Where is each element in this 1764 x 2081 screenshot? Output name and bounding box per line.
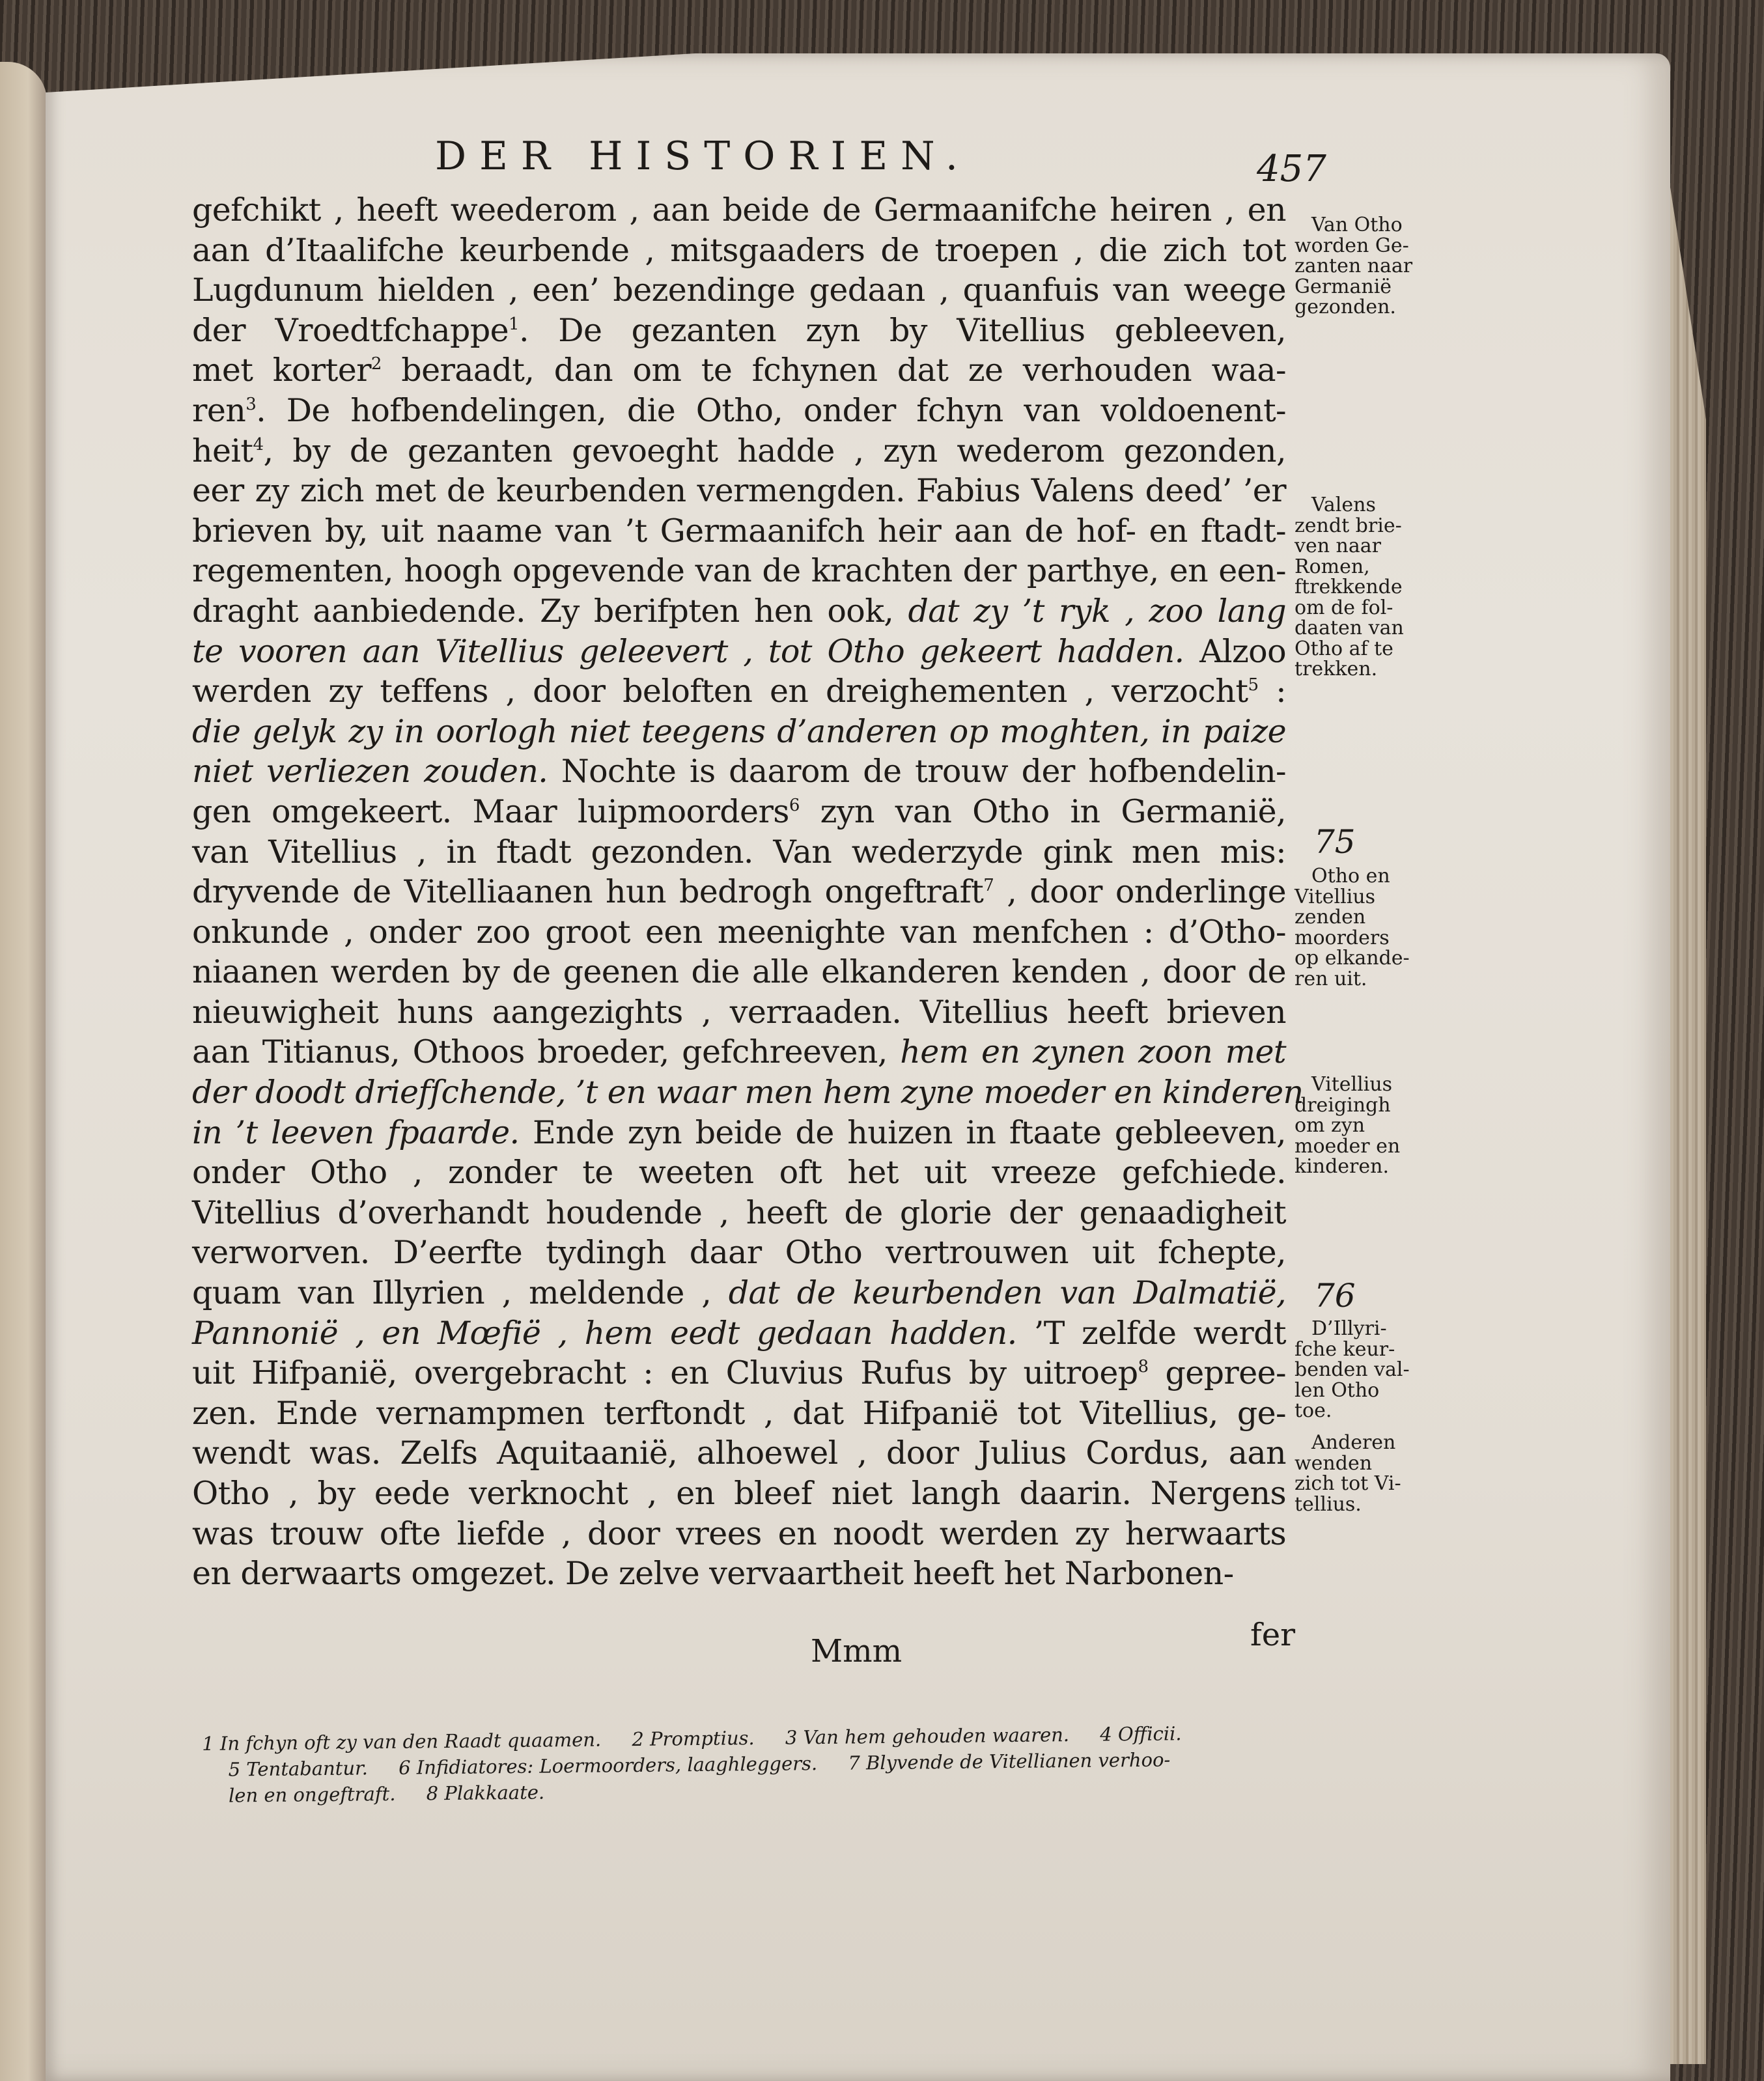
body-line: regementen, hoogh opgevende van de krachten der parthye, en een- [192,552,1286,590]
footnote-7-cont: len en ongeftraft. [228,1782,396,1807]
body-line: heit$^4$, by de gezanten gevoeght hadde , zyn wederom gezonden, [192,432,1286,469]
body-line: gefchikt , heeft weederom , aan beide de Germaanifche heiren , en [192,191,1286,229]
footnote-8: 8 Plakkaate. [426,1781,545,1805]
sidenote-line: worden Ge- [1295,234,1409,257]
sidenote-line: zendt brie- [1295,514,1402,537]
footnote-ref: 4 [253,434,264,454]
footnote-4: 4 Officii. [1100,1722,1182,1746]
sidenote-line: daaten van [1295,617,1404,639]
signature-mark: Mmm [811,1633,903,1669]
footnote-ref: 2 [371,354,382,374]
footnote-ref: 5 [1248,675,1259,695]
body-line: draght aanbiedende. Zy berifpten hen ook, dat zy ’t ryk , zoo lang [192,592,1286,630]
footnote-ref: 6 [789,795,800,815]
body-line: onkunde , onder zoo groot een meenighte van menfchen : d’Otho- [192,913,1286,951]
sidenote-line: ven naar [1295,535,1381,557]
page-number: 457 [1257,148,1326,190]
body-line: zen. Ende vernampmen terftondt , dat Hifpanië tot Vitellius, ge- [192,1394,1286,1432]
footnote-5: 5 Tentabantur. [228,1757,369,1781]
sidenote-assassins [1295,866,1425,989]
sidenote-line: Romen, [1295,555,1370,578]
body-line: van Vitellius , in ftadt gezonden. Van wederzyde gink men mis: [192,833,1286,871]
body-line: en derwaarts omgezet. De zelve vervaartheit heeft het Narbonen- [192,1555,1234,1593]
sidenote-line: ftrekkende [1295,576,1403,598]
body-line: niet verliezen zouden. Nochte is daarom de trouw der hofbendelin- [192,753,1286,790]
body-line: nieuwigheit huns aangezights , verraaden. Vitellius heeft brieven [192,993,1286,1031]
sidenote-otho-envoys [1295,215,1425,318]
body-line: aan d’Itaalifche keurbende , mitsgaaders de troepen , die zich tot [192,231,1286,269]
sidenote-line: Vitellius [1295,885,1376,908]
sidenote-line: Germanië [1295,275,1392,298]
body-line: Otho , by eede verknocht , en bleef niet langh daarin. Nergens [192,1475,1286,1512]
footnote-1: 1 In fchyn oft zy van den Raadt quaamen. [202,1728,602,1755]
sidenote-line: gezonden. [1295,296,1396,318]
sidenote-line: Anderen [1311,1431,1396,1454]
sidenote-valens-letters [1295,495,1425,680]
body-line: uit Hifpanië, overgebracht : en Cluvius Rufus by uitroep$^8$ gepree- [192,1354,1287,1392]
body-line: Pannonië , en Mœfië , hem eedt gedaan hadden. ’T zelfde werdt [192,1314,1287,1352]
footnote-ref: 1 [508,314,519,334]
body-line: der doodt driefſchende, ’t en waar men hem zyne moeder en kinderen [192,1074,1304,1111]
body-line: onder Otho , zonder te weeten oft het uit vreeze gefchiede. [192,1154,1286,1192]
sidenote-line: om zyn [1295,1114,1365,1137]
facing-left-page-edge [0,62,47,2081]
footnote-6: 6 Infidiatores: Loermoorders, laaghleggers. [398,1752,818,1779]
sidenote-line: D’Illyri- [1311,1317,1387,1340]
footnote-3: 3 Van hem gehouden waaren. [785,1724,1070,1749]
sidenote-line: fche keur- [1295,1337,1395,1361]
sidenote-line: zenden [1295,906,1366,929]
body-line: gen omgekeert. Maar luipmoorders$^6$ zyn van Otho in Germanië, [192,792,1286,830]
footnotes [202,1719,1296,1809]
body-line: niaanen werden by de geenen die alle elkanderen kenden , door de [192,953,1286,991]
body-line: aan Titianus, Othoos broeder, gefchreeven, hem en zynen zoon met [192,1033,1286,1071]
sidenote-line: len Otho [1295,1378,1380,1402]
sidenote-line: trekken. [1295,658,1378,680]
body-line: met korter$^2$ beraadt, dan om te fchynen dat ze verhouden waa- [192,352,1286,389]
body-line: Lugdunum hielden , een’ bezendinge gedaan , quanfuis van weege [192,272,1286,309]
sidenote-line: Van Otho [1311,214,1403,236]
sidenote-line: dreigingh [1295,1093,1391,1117]
sidenote-line: wenden [1295,1451,1373,1475]
sidenote-line: Otho en [1311,865,1390,887]
body-line: werden zy teffens , door beloften en dreighementen , verzocht$^5$ : [192,673,1286,710]
sidenote-line: benden val- [1295,1358,1410,1381]
body-line: dryvende de Vitelliaanen hun bedrogh ongeftraft$^7$ , door onderlinge [192,873,1287,911]
footnote-ref: 7 [983,876,994,896]
sidenote-line: toe. [1295,1399,1332,1422]
sidenote-line: zich tot Vi- [1295,1472,1401,1495]
sidenote-line: zanten naar [1295,255,1413,277]
sidenote-line: tellius. [1295,1492,1362,1516]
section-number-75: 75 [1314,823,1356,861]
body-line: die gelyk zy in oorlogh niet teegens d’anderen op moghten, in paize [192,712,1286,750]
sidenote-line: ren uit. [1295,967,1367,990]
body-line: te vooren aan Vitellius geleevert , tot Otho gekeert hadden. Alzoo [192,632,1286,670]
sidenote-line: moeder en [1295,1134,1401,1158]
section-number-76: 76 [1314,1277,1356,1315]
footnote-ref: 3 [245,394,257,414]
body-line: eer zy zich met de keurbenden vermengden. Fabius Valens deed’ ’er [192,472,1286,510]
running-title: DER HISTORIEN. [435,133,971,179]
sidenote-line: Valens [1311,494,1376,516]
body-line: brieven by, uit naame van ’t Germaanifch heir aan de hof- en ftadt- [192,512,1286,550]
body-line: verworven. D’eerfte tydingh daar Otho vertrouwen uit fchepte, [192,1234,1286,1272]
sidenote-line: moorders [1295,926,1390,949]
body-line: ren$^3$. De hofbendelingen, die Otho, onder fchyn van voldoenent- [192,391,1286,429]
sidenote-illyrian-legions [1295,1319,1425,1421]
body-line: was trouw ofte liefde , door vrees en noodt werden zy herwaarts [192,1515,1286,1552]
body-text [192,190,1304,1594]
footnote-2: 2 Promptius. [632,1727,755,1751]
sidenote-line: kinderen. [1295,1155,1390,1178]
footnote-7: 7 Blyvende de Vitellianen verhoo- [848,1748,1171,1774]
body-line: quam van Illyrien , meldende , dat de keurbenden van Dalmatië, [192,1274,1286,1312]
sidenote-vitellius-threat [1295,1074,1425,1177]
sidenote-line: Otho af te [1295,637,1393,660]
sidenote-others-turn [1295,1432,1425,1515]
body-line: in ’t leeven fpaarde. Ende zyn beide de huizen in ftaate gebleeven, [192,1113,1286,1151]
body-line: Vitellius d’overhandt houdende , heeft de glorie der genaadigheit [192,1194,1286,1231]
body-line: der Vroedtfchappe$^1$. De gezanten zyn by Vitellius gebleeven, [192,311,1286,349]
sidenote-line: op elkande- [1295,947,1410,970]
footnote-ref: 8 [1138,1357,1149,1377]
sidenote-line: om de fol- [1295,596,1393,619]
sidenote-line: Vitellius [1311,1073,1393,1096]
catchword: fer [1250,1617,1296,1653]
body-line: wendt was. Zelfs Aquitaanië, alhoewel , door Julius Cordus, aan [192,1434,1286,1472]
